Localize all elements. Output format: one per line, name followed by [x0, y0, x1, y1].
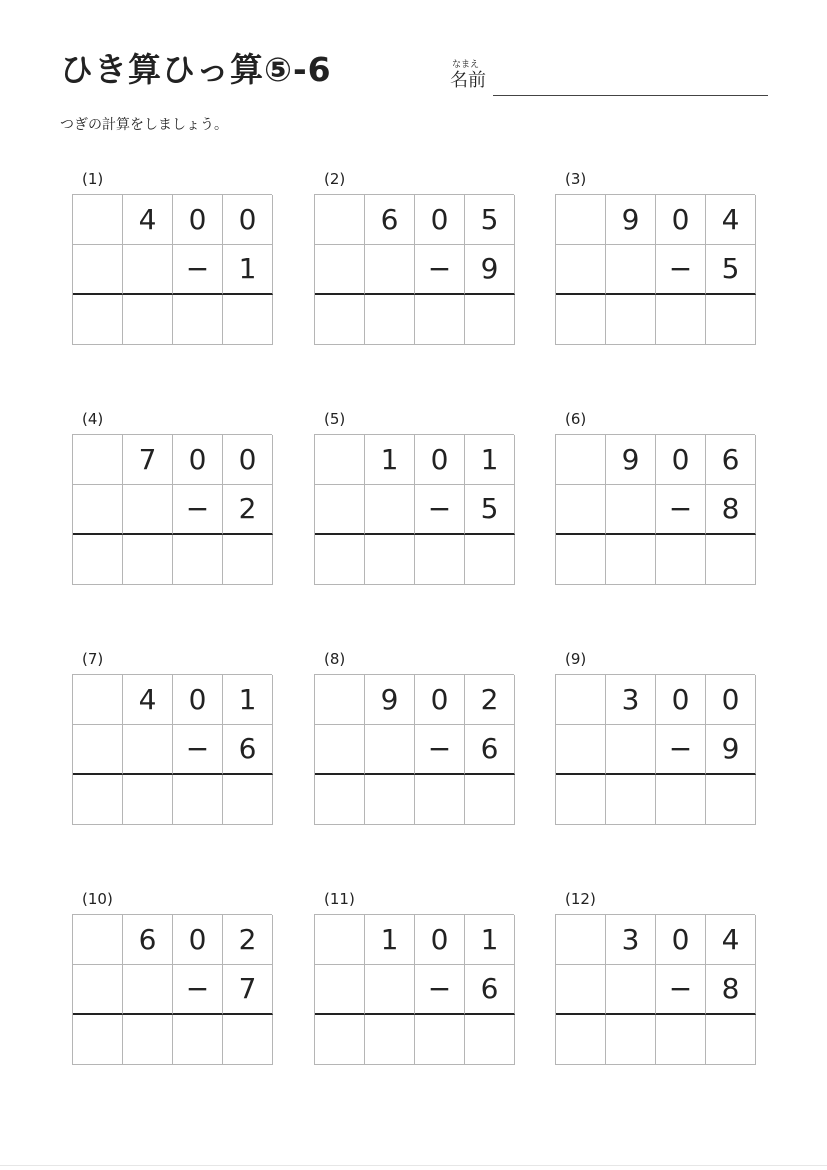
problem-number: (5) — [324, 410, 346, 428]
problem-number: (4) — [82, 410, 104, 428]
answer-cell[interactable] — [415, 1015, 465, 1065]
subtrahend-digit-cell: 6 — [223, 725, 273, 775]
answer-cell[interactable] — [556, 775, 606, 825]
answer-cell[interactable] — [656, 775, 706, 825]
minuend-digit-cell — [556, 675, 606, 725]
subtrahend-digit-cell — [73, 725, 123, 775]
subtrahend-digit-cell — [123, 245, 173, 295]
minus-sign-cell: − — [415, 245, 465, 295]
minus-sign-cell: − — [173, 965, 223, 1015]
subtrahend-digit-cell — [73, 485, 123, 535]
answer-cell[interactable] — [706, 775, 756, 825]
minuend-digit-cell: 0 — [415, 195, 465, 245]
answer-cell[interactable] — [415, 775, 465, 825]
minuend-digit-cell: 0 — [415, 675, 465, 725]
minus-sign-cell: − — [415, 485, 465, 535]
answer-cell[interactable] — [656, 535, 706, 585]
answer-cell[interactable] — [315, 775, 365, 825]
subtraction-grid — [72, 674, 272, 825]
subtrahend-digit-cell — [315, 485, 365, 535]
minuend-digit-cell: 1 — [223, 675, 273, 725]
name-ruby: なまえ — [452, 60, 480, 70]
subtrahend-digit-cell — [315, 965, 365, 1015]
answer-cell[interactable] — [173, 535, 223, 585]
answer-cell[interactable] — [315, 1015, 365, 1065]
minuend-digit-cell: 2 — [223, 915, 273, 965]
subtrahend-digit-cell — [315, 245, 365, 295]
minus-sign-cell: − — [173, 245, 223, 295]
minuend-digit-cell: 6 — [123, 915, 173, 965]
minuend-digit-cell — [315, 915, 365, 965]
instruction-text: つぎの計算をしましょう。 — [60, 117, 228, 133]
minuend-digit-cell — [556, 195, 606, 245]
answer-cell[interactable] — [656, 295, 706, 345]
minuend-digit-cell: 4 — [706, 195, 756, 245]
minuend-digit-cell — [73, 675, 123, 725]
subtrahend-digit-cell — [73, 245, 123, 295]
answer-cell[interactable] — [465, 1015, 515, 1065]
minuend-digit-cell: 1 — [465, 435, 515, 485]
name-label: 名前 — [450, 70, 486, 91]
minuend-digit-cell: 7 — [123, 435, 173, 485]
minuend-digit-cell: 0 — [706, 675, 756, 725]
page-bottom-divider — [0, 1165, 827, 1166]
answer-cell[interactable] — [123, 535, 173, 585]
problem-6 — [555, 410, 755, 585]
minuend-digit-cell: 9 — [365, 675, 415, 725]
subtrahend-digit-cell — [73, 965, 123, 1015]
subtraction-grid — [314, 194, 514, 345]
minus-sign-cell: − — [656, 965, 706, 1015]
minuend-digit-cell: 0 — [656, 195, 706, 245]
subtrahend-digit-cell: 9 — [465, 245, 515, 295]
subtrahend-digit-cell — [123, 485, 173, 535]
problem-number: (6) — [565, 410, 587, 428]
minuend-digit-cell: 4 — [123, 675, 173, 725]
subtraction-grid — [314, 914, 514, 1065]
subtraction-grid — [314, 674, 514, 825]
minuend-digit-cell: 5 — [465, 195, 515, 245]
subtrahend-digit-cell — [606, 485, 656, 535]
subtrahend-digit-cell: 8 — [706, 965, 756, 1015]
minuend-digit-cell: 0 — [173, 195, 223, 245]
minuend-digit-cell: 1 — [365, 435, 415, 485]
subtrahend-digit-cell: 5 — [465, 485, 515, 535]
problem-number: (8) — [324, 650, 346, 668]
minuend-digit-cell: 0 — [173, 675, 223, 725]
problem-number: (3) — [565, 170, 587, 188]
answer-cell[interactable] — [606, 1015, 656, 1065]
subtrahend-digit-cell: 6 — [465, 965, 515, 1015]
answer-cell[interactable] — [315, 295, 365, 345]
subtrahend-digit-cell — [365, 725, 415, 775]
answer-cell[interactable] — [465, 535, 515, 585]
problem-number: (10) — [82, 890, 113, 908]
minuend-digit-cell: 0 — [223, 195, 273, 245]
subtrahend-digit-cell — [606, 725, 656, 775]
minuend-digit-cell — [73, 195, 123, 245]
subtraction-grid — [314, 434, 514, 585]
minuend-digit-cell: 9 — [606, 195, 656, 245]
subtrahend-digit-cell — [556, 485, 606, 535]
subtrahend-digit-cell: 8 — [706, 485, 756, 535]
subtrahend-digit-cell: 6 — [465, 725, 515, 775]
subtrahend-digit-cell: 9 — [706, 725, 756, 775]
subtrahend-digit-cell: 1 — [223, 245, 273, 295]
answer-cell[interactable] — [223, 1015, 273, 1065]
minuend-digit-cell — [315, 675, 365, 725]
answer-cell[interactable] — [223, 775, 273, 825]
answer-cell[interactable] — [73, 775, 123, 825]
subtrahend-digit-cell: 7 — [223, 965, 273, 1015]
problem-8 — [314, 650, 514, 825]
answer-cell[interactable] — [465, 295, 515, 345]
minuend-digit-cell: 6 — [706, 435, 756, 485]
problem-1 — [72, 170, 272, 345]
minuend-digit-cell: 0 — [415, 915, 465, 965]
answer-cell[interactable] — [365, 775, 415, 825]
minuend-digit-cell — [315, 195, 365, 245]
answer-cell[interactable] — [656, 1015, 706, 1065]
answer-cell[interactable] — [606, 775, 656, 825]
subtrahend-digit-cell — [606, 965, 656, 1015]
answer-cell[interactable] — [123, 775, 173, 825]
subtrahend-digit-cell: 5 — [706, 245, 756, 295]
problem-number: (1) — [82, 170, 104, 188]
subtrahend-digit-cell — [123, 725, 173, 775]
answer-cell[interactable] — [706, 295, 756, 345]
subtraction-grid — [555, 914, 755, 1065]
problem-11 — [314, 890, 514, 1065]
minus-sign-cell: − — [173, 485, 223, 535]
answer-cell[interactable] — [123, 295, 173, 345]
name-write-line[interactable] — [493, 95, 768, 96]
minuend-digit-cell: 3 — [606, 675, 656, 725]
subtraction-grid — [72, 914, 272, 1065]
problem-2 — [314, 170, 514, 345]
problem-number: (12) — [565, 890, 596, 908]
answer-cell[interactable] — [173, 295, 223, 345]
problem-number: (9) — [565, 650, 587, 668]
subtrahend-digit-cell — [365, 245, 415, 295]
answer-cell[interactable] — [73, 535, 123, 585]
answer-cell[interactable] — [173, 1015, 223, 1065]
subtraction-grid — [72, 194, 272, 345]
subtrahend-digit-cell — [556, 245, 606, 295]
minus-sign-cell: − — [656, 725, 706, 775]
minuend-digit-cell: 3 — [606, 915, 656, 965]
answer-cell[interactable] — [223, 535, 273, 585]
subtraction-grid — [555, 194, 755, 345]
problem-number: (7) — [82, 650, 104, 668]
subtrahend-digit-cell — [556, 725, 606, 775]
minuend-digit-cell — [556, 435, 606, 485]
minuend-digit-cell: 0 — [173, 435, 223, 485]
minuend-digit-cell: 9 — [606, 435, 656, 485]
answer-cell[interactable] — [465, 775, 515, 825]
minuend-digit-cell: 4 — [123, 195, 173, 245]
subtrahend-digit-cell — [556, 965, 606, 1015]
answer-cell[interactable] — [223, 295, 273, 345]
minuend-digit-cell — [315, 435, 365, 485]
minuend-digit-cell: 6 — [365, 195, 415, 245]
minuend-digit-cell: 0 — [415, 435, 465, 485]
minuend-digit-cell: 4 — [706, 915, 756, 965]
minuend-digit-cell: 0 — [656, 435, 706, 485]
problem-5 — [314, 410, 514, 585]
answer-cell[interactable] — [706, 1015, 756, 1065]
problem-number: (11) — [324, 890, 355, 908]
answer-cell[interactable] — [606, 535, 656, 585]
answer-cell[interactable] — [556, 535, 606, 585]
problem-4 — [72, 410, 272, 585]
minuend-digit-cell: 1 — [465, 915, 515, 965]
answer-cell[interactable] — [556, 1015, 606, 1065]
subtrahend-digit-cell — [123, 965, 173, 1015]
minuend-digit-cell: 1 — [365, 915, 415, 965]
answer-cell[interactable] — [365, 1015, 415, 1065]
minus-sign-cell: − — [173, 725, 223, 775]
problem-9 — [555, 650, 755, 825]
minuend-digit-cell: 0 — [656, 915, 706, 965]
answer-cell[interactable] — [73, 1015, 123, 1065]
subtraction-grid — [555, 434, 755, 585]
subtraction-grid — [72, 434, 272, 585]
answer-cell[interactable] — [123, 1015, 173, 1065]
minuend-digit-cell: 0 — [656, 675, 706, 725]
minus-sign-cell: − — [415, 725, 465, 775]
subtrahend-digit-cell — [606, 245, 656, 295]
problem-3 — [555, 170, 755, 345]
minuend-digit-cell — [73, 915, 123, 965]
minuend-digit-cell: 0 — [173, 915, 223, 965]
subtraction-grid — [555, 674, 755, 825]
answer-cell[interactable] — [315, 535, 365, 585]
subtrahend-digit-cell — [365, 965, 415, 1015]
minuend-digit-cell — [556, 915, 606, 965]
minuend-digit-cell: 0 — [223, 435, 273, 485]
minus-sign-cell: − — [656, 485, 706, 535]
answer-cell[interactable] — [556, 295, 606, 345]
worksheet-title: ひき算ひっ算⑤-6 — [60, 50, 332, 89]
subtrahend-digit-cell — [365, 485, 415, 535]
name-field — [450, 60, 770, 96]
subtrahend-digit-cell: 2 — [223, 485, 273, 535]
answer-cell[interactable] — [365, 295, 415, 345]
minus-sign-cell: − — [656, 245, 706, 295]
minus-sign-cell: − — [415, 965, 465, 1015]
answer-cell[interactable] — [173, 775, 223, 825]
answer-cell[interactable] — [415, 295, 465, 345]
answer-cell[interactable] — [606, 295, 656, 345]
answer-cell[interactable] — [73, 295, 123, 345]
problem-12 — [555, 890, 755, 1065]
answer-cell[interactable] — [365, 535, 415, 585]
minuend-digit-cell: 2 — [465, 675, 515, 725]
problem-10 — [72, 890, 272, 1065]
problem-7 — [72, 650, 272, 825]
subtrahend-digit-cell — [315, 725, 365, 775]
minuend-digit-cell — [73, 435, 123, 485]
answer-cell[interactable] — [706, 535, 756, 585]
problem-number: (2) — [324, 170, 346, 188]
answer-cell[interactable] — [415, 535, 465, 585]
